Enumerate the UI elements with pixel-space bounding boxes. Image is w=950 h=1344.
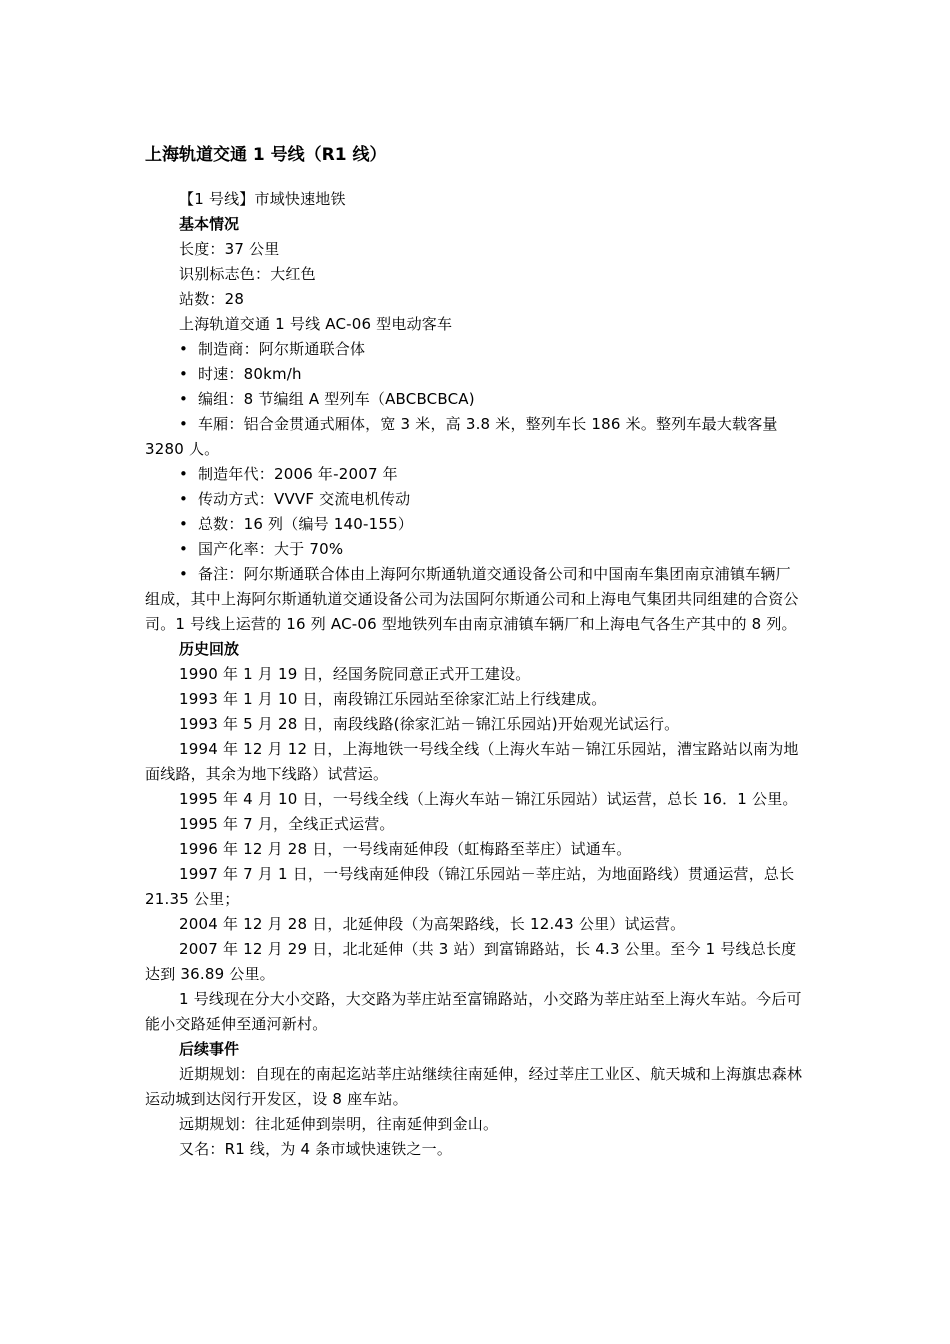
future-line: 又名：R1 线，为 4 条市域快速铁之一。 xyxy=(179,1140,453,1158)
basic-line: 长度：37 公里 xyxy=(179,240,280,258)
history-line: 2004 年 12 月 28 日，北延伸段（为高架路线，长 12.43 公里）试运营。 xyxy=(179,915,686,933)
basic-line: 上海轨道交通 1 号线 AC-06 型电动客车 xyxy=(179,315,453,333)
heading-history: 历史回放 xyxy=(179,640,240,658)
subtitle: 【1 号线】市域快速地铁 xyxy=(179,190,346,208)
heading-future: 后续事件 xyxy=(179,1040,240,1058)
history-line: 1997 年 7 月 1 日，一号线南延伸段（锦江乐园站－莘庄站，为地面路线）贯通运营，总长 21.35 公里； xyxy=(145,865,795,908)
spec-bullet: • 编组：8 节编组 A 型列车（ABCBCBCA) xyxy=(145,387,805,412)
spec-bullet: • 国产化率：大于 70% xyxy=(145,537,805,562)
spec-bullet: • 车厢：铝合金贯通式厢体，宽 3 米，高 3.8 米，整列车长 186 米。整列车最大载客量 3280 人。 xyxy=(145,412,805,462)
history-line: 1 号线现在分大小交路，大交路为莘庄站至富锦路站，小交路为莘庄站至上海火车站。今后可能小交路延伸至通河新村。 xyxy=(145,990,802,1033)
spec-bullet: • 制造年代：2006 年-2007 年 xyxy=(145,462,805,487)
history-line: 1990 年 1 月 19 日，经国务院同意正式开工建设。 xyxy=(179,665,531,683)
history-line: 1994 年 12 月 12 日，上海地铁一号线全线（上海火车站－锦江乐园站，漕宝路站以南为地面线路，其余为地下线路）试营运。 xyxy=(145,740,799,783)
heading-basic: 基本情况 xyxy=(179,215,240,233)
basic-line: 识别标志色：大红色 xyxy=(179,265,316,283)
spec-bullet: • 总数：16 列（编号 140-155） xyxy=(145,512,805,537)
spec-bullet: • 传动方式：VVVF 交流电机传动 xyxy=(145,487,805,512)
document-body xyxy=(145,141,805,1162)
future-line: 远期规划：往北延伸到崇明，往南延伸到金山。 xyxy=(179,1115,499,1133)
history-line: 1996 年 12 月 28 日，一号线南延伸段（虹梅路至莘庄）试通车。 xyxy=(179,840,632,858)
spec-bullet: • 备注：阿尔斯通联合体由上海阿尔斯通轨道交通设备公司和中国南车集团南京浦镇车辆厂组成，其中上海阿尔斯通轨道交通设备公司为法国阿尔斯通公司和上海电气集团共同组建的合资公司。1 号线上运营的 16 列 AC-06 型地铁列车由南京浦镇车辆厂和上海电气各生产其中的 8 列。 xyxy=(145,562,805,637)
history-line: 1993 年 5 月 28 日，南段线路(徐家汇站－锦江乐园站)开始观光试运行。 xyxy=(179,715,680,733)
history-line: 2007 年 12 月 29 日，北北延伸（共 3 站）到富锦路站，长 4.3 公里。至今 1 号线总长度达到 36.89 公里。 xyxy=(145,940,797,983)
history-line: 1993 年 1 月 10 日，南段锦江乐园站至徐家汇站上行线建成。 xyxy=(179,690,607,708)
spec-bullet: • 制造商：阿尔斯通联合体 xyxy=(145,337,805,362)
history-line: 1995 年 4 月 10 日，一号线全线（上海火车站－锦江乐园站）试运营，总长 16．1 公里。 xyxy=(179,790,798,808)
history-line: 1995 年 7 月，全线正式运营。 xyxy=(179,815,395,833)
document-title: 上海轨道交通 1 号线（R1 线） xyxy=(145,145,387,165)
future-line: 近期规划：自现在的南起迄站莘庄站继续往南延伸，经过莘庄工业区、航天城和上海旗忠森林运动城到达闵行开发区，设 8 座车站。 xyxy=(145,1065,803,1108)
spec-bullet: • 时速：80km/h xyxy=(145,362,805,387)
basic-line: 站数：28 xyxy=(179,290,245,308)
